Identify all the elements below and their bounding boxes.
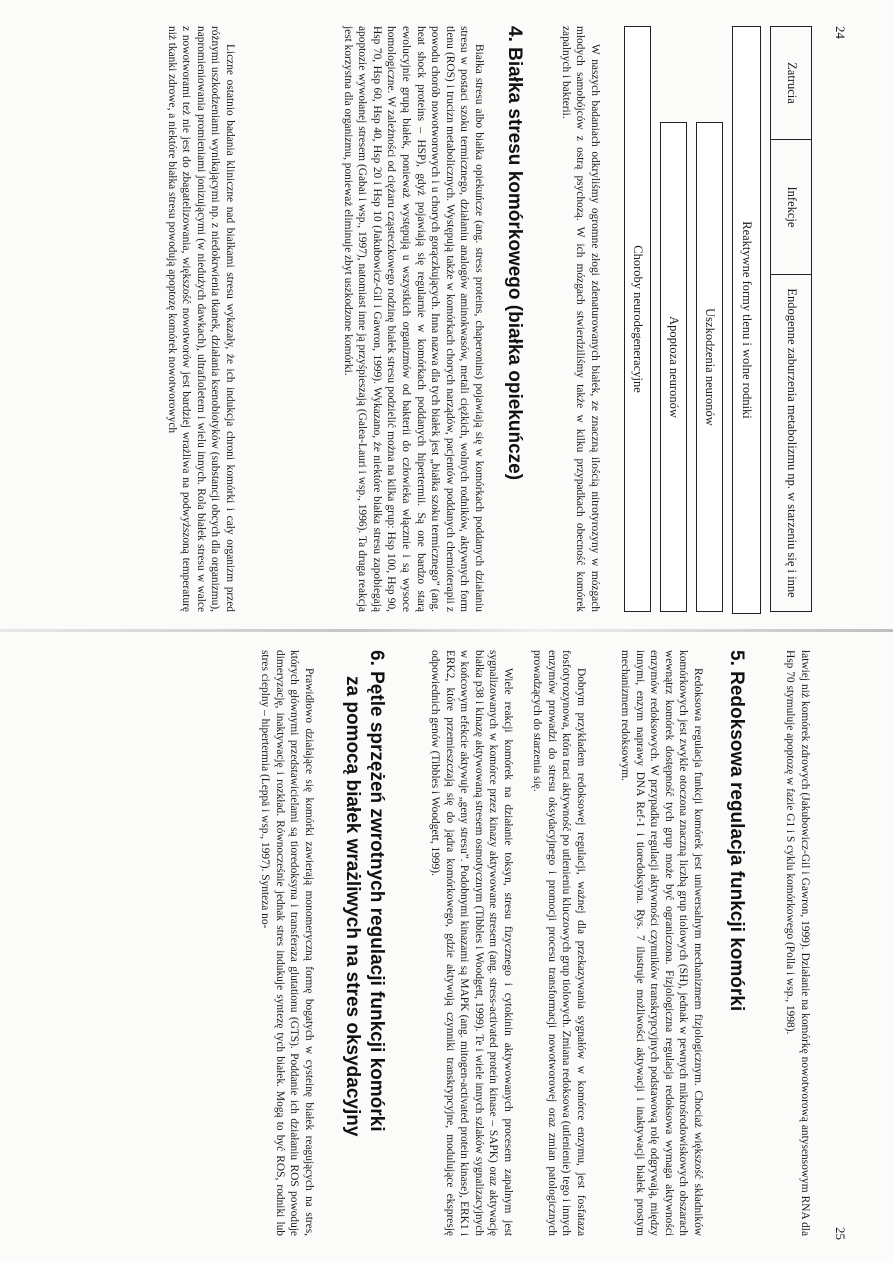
- section-5-paragraph-3: Wiele reakcji komórek na działanie toksyn, stresu fizycznego i cytokinin aktywowanych procesem zapalnym jest sygnalizowanych w komórce przez kinazy aktywowane stresem (ang. stress-activated protein kinase – SAPK) oraz aktywację białka p38 i kinazę aktywowaną stresem osmotycznym (Tibbles i Woodgett, 1999). Te i wiele innych szlaków sygnalizacyjnych w końcowym efekcie aktywuje „geny stresu”. Podobnymi kinazami są MAPK (ang. mitogen-activated protein kinase), ERK1 i ERK2, które przemieszczają się do jądra komórkowego, gdzie aktywują czynniki transkrypcyjne, modulujące ekspresję odpowiednich genów (Tibbles i Woodgett, 1999).: [429, 650, 514, 1236]
- section-5-paragraph-1: Redoksowa regulacja funkcji komórek jest uniwersalnym mechanizmem fizjologicznym. Chociaż większość składników komórkowych jest zwykle otoczona znaczną liczbą grup tiolowych (SH), jednak w pewnych mikrośrodowiskowych obszarach wewnątrz komórek dostępność tych grup może być ograniczona. Fizjologiczna regulacja redoksowa wymaga aktywności enzymów redoksowych. W przypadku regulacji aktywności czynników transkrypcyjnych podstawową rolę odgrywają, między innymi, enzym naprawy DNA Ref-1 i tioredoksyna. Rys. 7 ilustruje możliwości aktywacji i inaktywacji białek prostym mechanizmem redoksowym.: [619, 650, 704, 1236]
- page-25: [48, 650, 848, 1240]
- section-5-heading: 5. Redoksowa regulacja funkcji komórki: [726, 650, 747, 1012]
- section-6-heading-line-2: za pomocą białek wrażliwych na stres oksydacyjny: [342, 676, 363, 1137]
- section-6-heading-line-1: 6. Pętle sprzężeń zwrotnych regulacji funkcji komórki: [366, 650, 387, 1132]
- page-fold-line: [0, 629, 893, 632]
- diagram-box-metabolic: Endogenne zaburzenia metabolizmu np. w starzeniu się i inne: [784, 288, 799, 598]
- page-number: 24: [833, 26, 848, 39]
- flow-diagram: [615, 26, 812, 612]
- diagram-box-apoptosis: Apoptoza neuronów: [660, 122, 687, 612]
- diagram-row-causes: [770, 26, 812, 612]
- section-4-heading: 4. Białka stresu komórkowego (białka opiekuńcze): [504, 26, 525, 481]
- intro-paragraph: W naszych badaniach odkryliśmy ogromne złogi zdenaturowanych białek, ze znaczną ilością nitrotyrozyny w mózgach młodych samobójców z ostrą psychozą. W ich mózgach stwierdziliśmy także w kilku przypadkach obecność komórek zapalnych i bakterii.: [559, 26, 601, 612]
- page-24: [48, 26, 848, 622]
- carryover-paragraph: łatwiej niż komórek zdrowych (Jakubowicz-Gil i Gawron, 1999). Działanie na komórkę nowotworową antysensowym RNA dla Hsp 70 stymuluje apoptozę w fazie G1 i S cyklu komórkowego (Polla i wsp., 1998).: [784, 650, 811, 1236]
- diagram-box-neurodegenerative: Choroby neurodegeneracyjne: [624, 26, 651, 612]
- diagram-box-poisoning: Zatrucia: [771, 27, 811, 140]
- page-number: 25: [833, 1227, 848, 1240]
- section-5-paragraph-2: Dobrym przykładem redoksowej regulacji, ważnej dla przekazywania sygnałów w komórce enzymu, jest fosfataza fosfotyrozynowa, która traci aktywność po utlenieniu kluczowych grup tiolowych. Zmiana redoksowa (utlenienie) tego i innych enzymów prowadzi do stresu oksydacyjnego i promocji procesu transformacji nowotworowej oraz zmian patologicznych prowadzących do starzenia się.: [531, 650, 587, 1236]
- section-4-paragraph-2: Liczne ostatnio badania kliniczne nad białkami stresu wykazały, że ich indukcja chroni komórki i cały organizm przed różnymi uszkodzeniami wynikającymi np. z niedokrwienia tkanek, działania ksenobiotyków (substancji obcych dla organizmu), napromieniowania promieniami jonizującymi (w niedużych dawkach), ultrafioletem i wielu innych. Rola białek stresu w walce z nowotworami też nie jest do zbagatelizowania, większość nowotworów jest bardziej wrażliwa na podwyższoną temperaturę niż tkanki zdrowe, a niektóre białka stresu powodują apoptozę komórek nowotworowych: [165, 26, 236, 612]
- diagram-box-neuron-damage: Uszkodzenia neuronów: [696, 122, 723, 612]
- section-6-paragraph: Prawidłowo działające się komórki zawierają monomeryczną formę bogatych w cysteinę białek reagujących na stres, których głównymi przedstawicielami są tioredoksyna i transferaza glutationu (GTS). Poddanie ich działaniu ROS powoduje dimeryzację, inaktywację i rozkład. Równocześnie jednak stres indukuje syntezę tych białek. Mogą to być ROS, rodniki lub stres cieplny – hipertermia (Leppä i wsp., 1997). Synteza no-: [259, 650, 315, 1236]
- diagram-box-infections: Infekcje: [771, 140, 811, 275]
- section-4-paragraph-1: Białka stresu albo białka opiekuńcze (ang. stress proteins, chaperonins) pojawiają się w komórkach poddanych działaniu stresu w postaci szoku termicznego, działaniu analogów aminokwasów, metali ciężkich, wolnych rodników, aktywnych form tlenu (ROS) i trucizn metabolicznych. Występują także w komórkach chorych narządów, pacjentów poddanych chemioterapii z powodu chorób nowotworowych i u chorych gorączkujących. Inna nazwa dla tych białek jest „białka szoku termicznego” (ang. heat shock proteins – HSP), gdyż pojawiają się regularnie w komórkach poddanych hipertermii. Są one bardzo starą ewolucyjnie grupą białek, ponieważ występują u wszystkich organizmów od bakterii do człowieka włącznie i są wysoce homologiczne. W zależności od ciężaru cząsteczkowego rodzinę białek stresu podzielić można na kilka grup: Hsp 100, Hsp 90, Hsp 70, Hsp 60, Hsp 40, Hsp 20 i Hsp 10 (Jakubowicz-Gil i Gawron, 1999). Wykazano, że niektóre białka stresu zapobiegają apoptozie wywołanej stresem (Gabai i wsp., 1997), natomiast inne ją przyśpieszają (Galea-Lauri i wsp., 1996). Ta druga reakcja jest korzystna dla organizmu, ponieważ eliminuje zbyt uszkodzone komórki.: [341, 26, 485, 612]
- diagram-box-ros: Reaktywne formy tlenu i wolne rodniki: [732, 26, 761, 614]
